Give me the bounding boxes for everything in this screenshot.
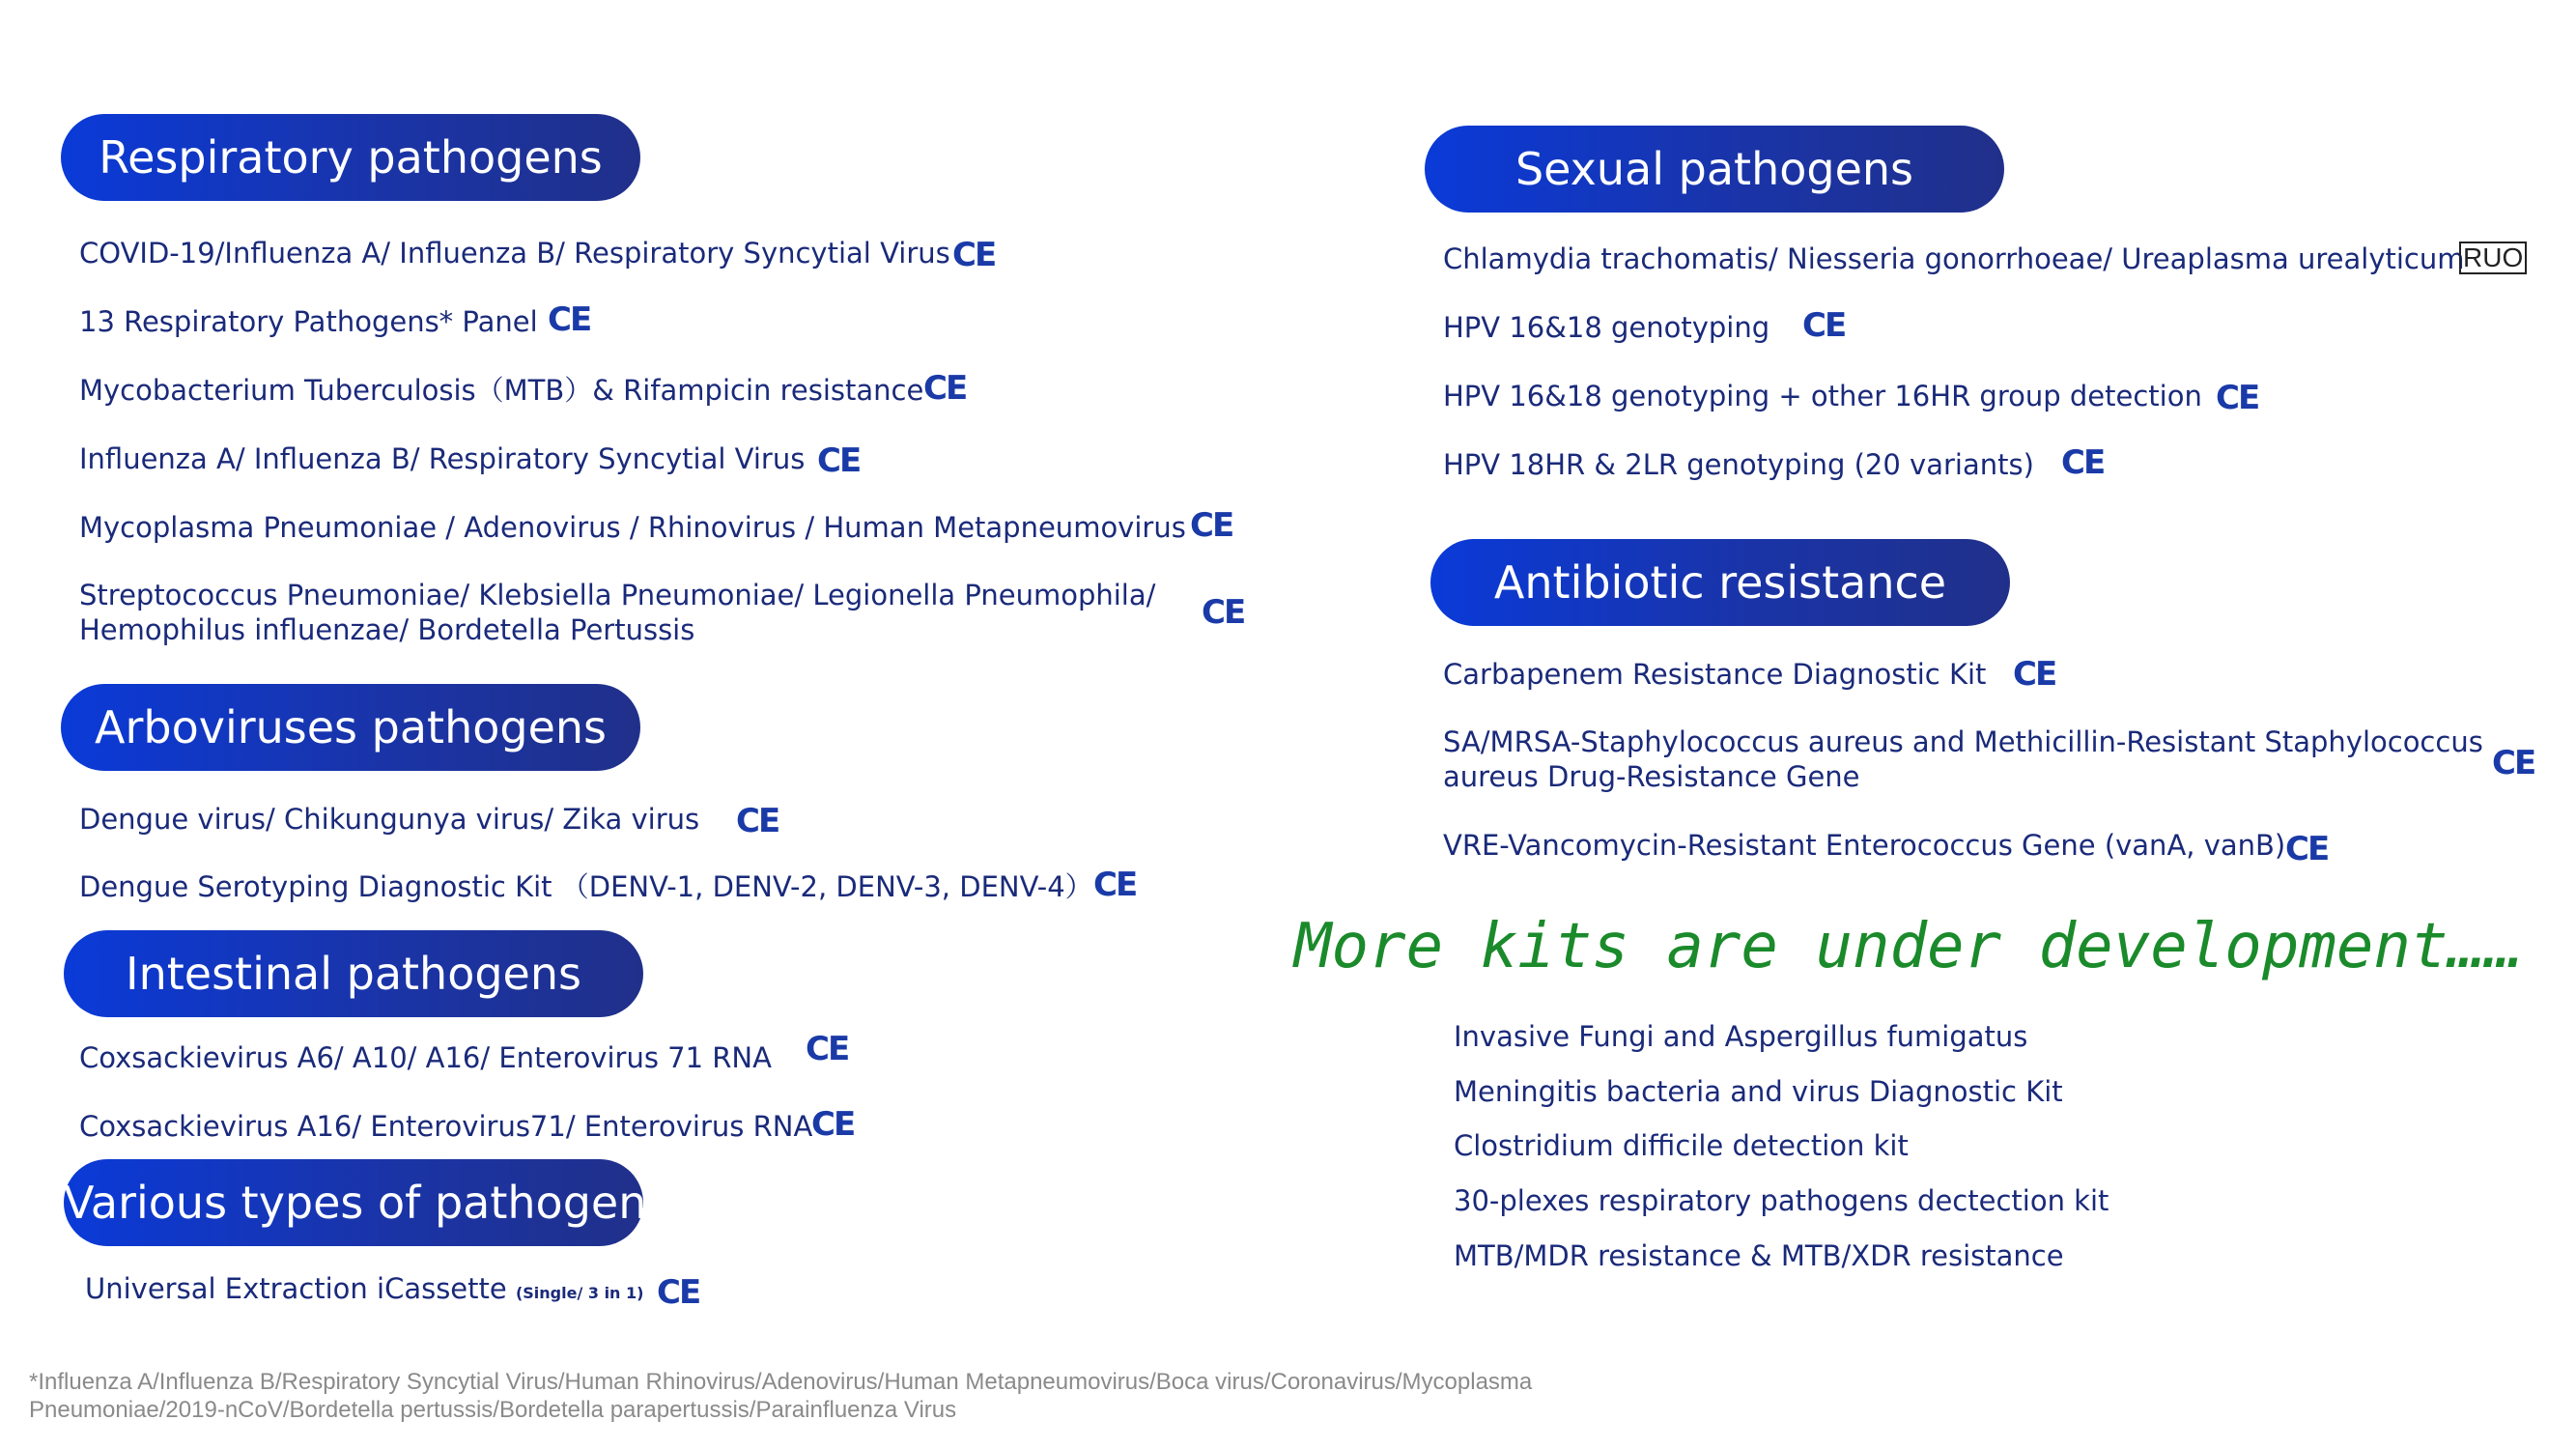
ce-mark-icon: CE — [2492, 744, 2535, 782]
ce-mark-icon: CE — [2013, 655, 2056, 694]
ce-mark-icon: CE — [1093, 866, 1137, 904]
list-item: aureus Drug-Resistance Gene — [1443, 760, 1860, 793]
ruo-badge: RUO — [2459, 242, 2527, 274]
section-title-various: Various types of pathogens — [64, 1159, 643, 1246]
footnote-line: *Influenza A/Influenza B/Respiratory Syncytial Virus/Human Rhinovirus/Adenovirus/Human Metapneumovirus/Boca virus/Coronavirus/Mycoplasma — [29, 1369, 1533, 1395]
list-item: Influenza A/ Influenza B/ Respiratory Syncytial Virus — [79, 442, 806, 475]
list-item: 30-plexes respiratory pathogens dectection kit — [1454, 1184, 2109, 1217]
ce-mark-icon: CE — [1190, 506, 1233, 545]
ce-mark-icon: CE — [2216, 379, 2259, 417]
list-item: HPV 18HR & 2LR genotyping (20 variants) — [1443, 448, 2034, 481]
footnote-line: Pneumoniae/2019-nCoV/Bordetella pertussis/Bordetella parapertussis/Parainfluenza Virus — [29, 1397, 957, 1423]
ce-mark-icon: CE — [2061, 443, 2105, 482]
list-item: HPV 16&18 genotyping + other 16HR group detection — [1443, 380, 2202, 412]
list-item: Streptococcus Pneumoniae/ Klebsiella Pneumoniae/ Legionella Pneumophila/ — [79, 579, 1156, 611]
ce-mark-icon: CE — [1802, 306, 1846, 345]
ce-mark-icon: CE — [811, 1105, 855, 1144]
section-title-intestinal: Intestinal pathogens — [64, 930, 643, 1017]
list-item: Coxsackievirus A6/ A10/ A16/ Enterovirus 71 RNA — [79, 1041, 772, 1074]
list-item — [85, 1271, 643, 1311]
section-title-respiratory: Respiratory pathogens — [61, 114, 640, 201]
ce-mark-icon: CE — [1202, 593, 1245, 632]
ce-mark-icon: CE — [806, 1030, 849, 1068]
list-item: Dengue virus/ Chikungunya virus/ Zika virus — [79, 803, 700, 836]
list-item: Dengue Serotyping Diagnostic Kit （DENV-1, DENV-2, DENV-3, DENV-4） — [79, 870, 1093, 903]
list-item: HPV 16&18 genotyping — [1443, 311, 1770, 344]
list-item: 13 Respiratory Pathogens* Panel — [79, 305, 538, 338]
list-item: Hemophilus influenzae/ Bordetella Pertussis — [79, 613, 695, 646]
ce-mark-icon: CE — [952, 236, 996, 274]
list-item: Carbapenem Resistance Diagnostic Kit — [1443, 658, 1987, 691]
section-title-arbovirus: Arboviruses pathogens — [61, 684, 640, 771]
ce-mark-icon: CE — [736, 802, 779, 840]
ce-mark-icon: CE — [657, 1273, 700, 1312]
item-variant-note: (Single/ 3 in 1) — [515, 1284, 644, 1302]
list-item: Clostridium difficile detection kit — [1454, 1129, 1909, 1162]
list-item: Coxsackievirus A16/ Enterovirus71/ Enterovirus RNA — [79, 1110, 813, 1143]
section-title-sexual: Sexual pathogens — [1425, 126, 2004, 213]
list-item: Mycobacterium Tuberculosis（MTB）& Rifampicin resistance — [79, 374, 924, 407]
item-label: Universal Extraction iCassette — [85, 1272, 507, 1305]
list-item: SA/MRSA-Staphylococcus aureus and Methicillin-Resistant Staphylococcus — [1443, 725, 2483, 758]
ce-mark-icon: CE — [2285, 830, 2329, 868]
list-item: Chlamydia trachomatis/ Niesseria gonorrhoeae/ Ureaplasma urealyticum — [1443, 242, 2465, 275]
development-heading: More kits are under development…… — [1294, 911, 2523, 982]
list-item: MTB/MDR resistance & MTB/XDR resistance — [1454, 1239, 2064, 1272]
ce-mark-icon: CE — [817, 441, 861, 480]
list-item: Mycoplasma Pneumoniae / Adenovirus / Rhinovirus / Human Metapneumovirus — [79, 511, 1186, 544]
list-item: Invasive Fungi and Aspergillus fumigatus — [1454, 1020, 2028, 1053]
list-item: VRE-Vancomycin-Resistant Enterococcus Gene (vanA, vanB) — [1443, 829, 2286, 862]
footnote — [29, 1368, 1671, 1424]
list-item: COVID-19/Influenza A/ Influenza B/ Respiratory Syncytial Virus — [79, 237, 950, 270]
section-title-antibiotic: Antibiotic resistance — [1430, 539, 2010, 626]
list-item: Meningitis bacteria and virus Diagnostic Kit — [1454, 1075, 2063, 1108]
ce-mark-icon: CE — [923, 369, 967, 408]
ce-mark-icon: CE — [548, 300, 591, 339]
